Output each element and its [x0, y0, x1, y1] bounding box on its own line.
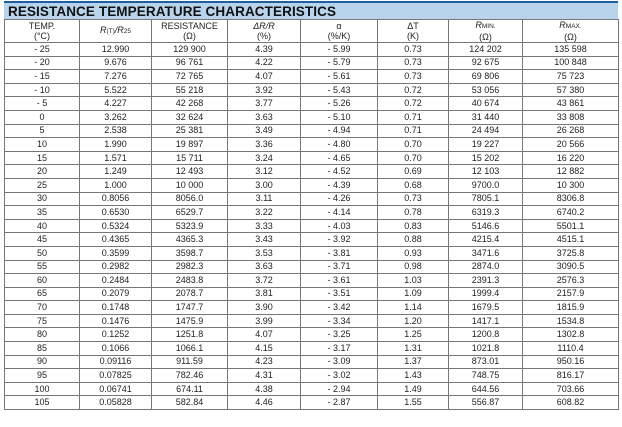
cell-ratio: 1.990 — [80, 138, 152, 152]
header-row — [5, 20, 619, 43]
cell-alpha: - 2.87 — [301, 396, 378, 410]
cell-r-max: 57 380 — [523, 83, 619, 97]
cell-resistance: 5323.9 — [152, 219, 228, 233]
cell-r-max: 816.17 — [523, 369, 619, 383]
rtc-table-frame — [4, 1, 618, 423]
table-row — [5, 342, 619, 356]
cell-r-min: 873.01 — [449, 355, 523, 369]
cell-delta-r: 3.63 — [228, 260, 301, 274]
cell-ratio: 0.09116 — [80, 355, 152, 369]
cell-r-max: 8306.8 — [523, 192, 619, 206]
cell-alpha: - 4.14 — [301, 206, 378, 220]
cell-delta-r: 3.12 — [228, 165, 301, 179]
cell-delta-t: 0.70 — [378, 138, 449, 152]
cell-delta-t: 1.20 — [378, 314, 449, 328]
cell-alpha: - 4.03 — [301, 219, 378, 233]
cell-r-max: 2157.9 — [523, 287, 619, 301]
characteristics-table — [4, 19, 619, 410]
cell-alpha: - 3.34 — [301, 314, 378, 328]
cell-ratio: 0.2982 — [80, 260, 152, 274]
cell-r-min: 6319.3 — [449, 206, 523, 220]
cell-ratio: 1.000 — [80, 178, 152, 192]
header-delta-t-label: ΔT — [407, 21, 419, 31]
cell-ratio: 5.522 — [80, 83, 152, 97]
cell-temp: - 25 — [5, 43, 80, 57]
table-row — [5, 274, 619, 288]
cell-resistance: 4365.3 — [152, 233, 228, 247]
cell-r-max: 1302.8 — [523, 328, 619, 342]
cell-resistance: 1747.7 — [152, 301, 228, 315]
cell-delta-t: 0.98 — [378, 260, 449, 274]
cell-delta-r: 4.22 — [228, 56, 301, 70]
cell-r-max: 4515.1 — [523, 233, 619, 247]
cell-r-min: 3471.6 — [449, 246, 523, 260]
cell-r-max: 5501.1 — [523, 219, 619, 233]
cell-delta-t: 0.69 — [378, 165, 449, 179]
cell-delta-t: 0.72 — [378, 83, 449, 97]
table-row — [5, 396, 619, 410]
cell-delta-r: 3.72 — [228, 274, 301, 288]
table-row — [5, 382, 619, 396]
cell-ratio: 0.2484 — [80, 274, 152, 288]
cell-temp: 55 — [5, 260, 80, 274]
cell-ratio: 0.2079 — [80, 287, 152, 301]
cell-delta-t: 0.70 — [378, 151, 449, 165]
cell-delta-r: 3.33 — [228, 219, 301, 233]
cell-delta-t: 0.78 — [378, 206, 449, 220]
cell-delta-t: 1.55 — [378, 396, 449, 410]
cell-delta-t: 0.83 — [378, 219, 449, 233]
cell-resistance: 15 711 — [152, 151, 228, 165]
cell-temp: 25 — [5, 178, 80, 192]
cell-alpha: - 4.39 — [301, 178, 378, 192]
cell-alpha: - 3.71 — [301, 260, 378, 274]
cell-r-max: 43 861 — [523, 97, 619, 111]
cell-ratio: 0.1748 — [80, 301, 152, 315]
table-row — [5, 314, 619, 328]
header-ratio-slash: /R — [114, 25, 124, 35]
cell-resistance: 72 765 — [152, 70, 228, 84]
header-ratio-sub-t: (T) — [106, 28, 115, 35]
cell-r-min: 5146.6 — [449, 219, 523, 233]
cell-ratio: 0.07825 — [80, 369, 152, 383]
cell-r-min: 556.87 — [449, 396, 523, 410]
header-alpha-label: α — [336, 21, 342, 31]
cell-delta-t: 0.73 — [378, 43, 449, 57]
cell-delta-t: 0.68 — [378, 178, 449, 192]
table-row — [5, 138, 619, 152]
cell-delta-t: 1.03 — [378, 274, 449, 288]
cell-r-max: 1534.8 — [523, 314, 619, 328]
cell-temp: 75 — [5, 314, 80, 328]
cell-delta-t: 1.49 — [378, 382, 449, 396]
cell-delta-t: 1.14 — [378, 301, 449, 315]
cell-temp: 90 — [5, 355, 80, 369]
cell-r-max: 12 882 — [523, 165, 619, 179]
cell-r-max: 135 598 — [523, 43, 619, 57]
table-row — [5, 43, 619, 57]
cell-temp: 95 — [5, 369, 80, 383]
cell-r-max: 608.82 — [523, 396, 619, 410]
cell-ratio: 0.06741 — [80, 382, 152, 396]
cell-delta-t: 0.73 — [378, 70, 449, 84]
cell-r-max: 2576.3 — [523, 274, 619, 288]
cell-ratio: 1.249 — [80, 165, 152, 179]
cell-r-min: 4215.4 — [449, 233, 523, 247]
cell-ratio: 7.276 — [80, 70, 152, 84]
cell-r-min: 24 494 — [449, 124, 523, 138]
cell-r-max: 1110.4 — [523, 342, 619, 356]
header-delta-t-unit: (K) — [407, 31, 419, 41]
header-ratio-sub-25: 25 — [123, 28, 132, 35]
cell-resistance: 782.46 — [152, 369, 228, 383]
cell-resistance: 1475.9 — [152, 314, 228, 328]
cell-delta-r: 3.99 — [228, 314, 301, 328]
cell-r-min: 644.56 — [449, 382, 523, 396]
cell-r-min: 12 103 — [449, 165, 523, 179]
cell-resistance: 96 761 — [152, 56, 228, 70]
cell-delta-t: 1.43 — [378, 369, 449, 383]
cell-temp: 15 — [5, 151, 80, 165]
cell-resistance: 129 900 — [152, 43, 228, 57]
table-row — [5, 328, 619, 342]
header-resistance-label: RESISTANCE — [161, 21, 218, 31]
header-resistance — [152, 20, 228, 43]
cell-temp: 60 — [5, 274, 80, 288]
table-row — [5, 260, 619, 274]
cell-alpha: - 3.02 — [301, 369, 378, 383]
cell-delta-r: 3.53 — [228, 246, 301, 260]
header-delta-t — [378, 20, 449, 43]
cell-delta-r: 3.90 — [228, 301, 301, 315]
cell-r-min: 1200.8 — [449, 328, 523, 342]
cell-resistance: 12 493 — [152, 165, 228, 179]
header-r-max-unit: (Ω) — [564, 32, 577, 42]
cell-delta-r: 3.63 — [228, 110, 301, 124]
header-delta-r — [228, 20, 301, 43]
cell-delta-r: 4.15 — [228, 342, 301, 356]
cell-alpha: - 3.42 — [301, 301, 378, 315]
cell-alpha: - 4.80 — [301, 138, 378, 152]
cell-delta-r: 4.38 — [228, 382, 301, 396]
cell-resistance: 55 218 — [152, 83, 228, 97]
table-row — [5, 56, 619, 70]
table-title: RESISTANCE TEMPERATURE CHARACTERISTICS — [8, 3, 337, 19]
cell-resistance: 2078.7 — [152, 287, 228, 301]
cell-resistance: 3598.7 — [152, 246, 228, 260]
cell-temp: 40 — [5, 219, 80, 233]
cell-r-min: 1417.1 — [449, 314, 523, 328]
cell-delta-t: 1.37 — [378, 355, 449, 369]
cell-temp: 65 — [5, 287, 80, 301]
cell-ratio: 0.5324 — [80, 219, 152, 233]
header-temp-unit: (°C) — [33, 31, 51, 41]
cell-ratio: 9.676 — [80, 56, 152, 70]
cell-resistance: 25 381 — [152, 124, 228, 138]
cell-resistance: 42 268 — [152, 97, 228, 111]
cell-alpha: - 2.94 — [301, 382, 378, 396]
cell-delta-t: 0.73 — [378, 192, 449, 206]
cell-temp: 30 — [5, 192, 80, 206]
cell-ratio: 0.8056 — [80, 192, 152, 206]
cell-delta-r: 3.22 — [228, 206, 301, 220]
header-r-max-sub: MAX. — [565, 23, 582, 30]
cell-alpha: - 3.09 — [301, 355, 378, 369]
cell-delta-r: 3.24 — [228, 151, 301, 165]
cell-temp: - 10 — [5, 83, 80, 97]
table-row — [5, 369, 619, 383]
cell-temp: - 20 — [5, 56, 80, 70]
cell-ratio: 0.6530 — [80, 206, 152, 220]
cell-temp: - 15 — [5, 70, 80, 84]
cell-temp: 45 — [5, 233, 80, 247]
cell-alpha: - 5.99 — [301, 43, 378, 57]
cell-delta-r: 3.43 — [228, 233, 301, 247]
cell-r-min: 53 056 — [449, 83, 523, 97]
table-row — [5, 219, 619, 233]
cell-r-max: 33 808 — [523, 110, 619, 124]
header-ratio — [80, 20, 152, 43]
header-resistance-unit: (Ω) — [183, 31, 196, 41]
cell-delta-r: 4.46 — [228, 396, 301, 410]
cell-temp: 35 — [5, 206, 80, 220]
cell-r-min: 1021.8 — [449, 342, 523, 356]
cell-ratio: 12.990 — [80, 43, 152, 57]
cell-resistance: 1066.1 — [152, 342, 228, 356]
table-row — [5, 124, 619, 138]
cell-r-max: 1815.9 — [523, 301, 619, 315]
cell-delta-t: 0.93 — [378, 246, 449, 260]
cell-r-min: 748.75 — [449, 369, 523, 383]
table-row — [5, 206, 619, 220]
cell-alpha: - 5.61 — [301, 70, 378, 84]
header-temp-label: TEMP. — [28, 21, 56, 31]
cell-alpha: - 4.94 — [301, 124, 378, 138]
header-r-min-sub: MIN. — [481, 23, 496, 30]
cell-r-max: 3090.5 — [523, 260, 619, 274]
cell-delta-r: 3.00 — [228, 178, 301, 192]
cell-ratio: 2.538 — [80, 124, 152, 138]
header-temp — [5, 20, 80, 43]
cell-alpha: - 5.10 — [301, 110, 378, 124]
cell-alpha: - 4.52 — [301, 165, 378, 179]
cell-r-min: 31 440 — [449, 110, 523, 124]
table-row — [5, 178, 619, 192]
cell-alpha: - 3.81 — [301, 246, 378, 260]
cell-resistance: 2483.8 — [152, 274, 228, 288]
cell-r-min: 124 202 — [449, 43, 523, 57]
cell-resistance: 911.59 — [152, 355, 228, 369]
cell-delta-r: 3.92 — [228, 83, 301, 97]
cell-alpha: - 4.26 — [301, 192, 378, 206]
cell-temp: 50 — [5, 246, 80, 260]
cell-delta-t: 0.71 — [378, 110, 449, 124]
cell-alpha: - 3.61 — [301, 274, 378, 288]
header-r-min — [449, 20, 523, 43]
cell-alpha: - 3.51 — [301, 287, 378, 301]
cell-resistance: 1251.8 — [152, 328, 228, 342]
cell-delta-t: 0.71 — [378, 124, 449, 138]
header-r-min-r: R — [475, 20, 482, 30]
cell-resistance: 32 624 — [152, 110, 228, 124]
cell-alpha: - 5.79 — [301, 56, 378, 70]
cell-r-max: 3725.8 — [523, 246, 619, 260]
table-row — [5, 246, 619, 260]
table-row — [5, 70, 619, 84]
cell-r-max: 16 220 — [523, 151, 619, 165]
header-ratio-r: R — [99, 25, 107, 35]
cell-r-max: 26 268 — [523, 124, 619, 138]
cell-r-max: 6740.2 — [523, 206, 619, 220]
table-row — [5, 192, 619, 206]
header-r-max — [523, 20, 619, 43]
cell-r-min: 2874.0 — [449, 260, 523, 274]
cell-r-max: 950.16 — [523, 355, 619, 369]
cell-temp: 105 — [5, 396, 80, 410]
cell-delta-t: 1.25 — [378, 328, 449, 342]
cell-r-min: 9700.0 — [449, 178, 523, 192]
header-delta-r-unit: (%) — [257, 31, 271, 41]
cell-r-min: 2391.3 — [449, 274, 523, 288]
cell-delta-t: 1.31 — [378, 342, 449, 356]
cell-ratio: 0.1252 — [80, 328, 152, 342]
cell-temp: 20 — [5, 165, 80, 179]
cell-delta-r: 3.11 — [228, 192, 301, 206]
cell-r-min: 7805.1 — [449, 192, 523, 206]
cell-r-min: 1999.4 — [449, 287, 523, 301]
header-alpha — [301, 20, 378, 43]
cell-delta-t: 0.72 — [378, 97, 449, 111]
cell-ratio: 0.3599 — [80, 246, 152, 260]
cell-r-max: 10 300 — [523, 178, 619, 192]
header-r-max-r: R — [559, 20, 566, 30]
cell-r-min: 15 202 — [449, 151, 523, 165]
table-row — [5, 287, 619, 301]
cell-ratio: 0.05828 — [80, 396, 152, 410]
cell-r-max: 100 848 — [523, 56, 619, 70]
cell-resistance: 674.11 — [152, 382, 228, 396]
cell-delta-r: 4.07 — [228, 70, 301, 84]
cell-temp: 100 — [5, 382, 80, 396]
cell-alpha: - 3.25 — [301, 328, 378, 342]
cell-resistance: 19 897 — [152, 138, 228, 152]
cell-alpha: - 5.26 — [301, 97, 378, 111]
cell-delta-r: 3.49 — [228, 124, 301, 138]
cell-resistance: 582.84 — [152, 396, 228, 410]
cell-resistance: 6529.7 — [152, 206, 228, 220]
cell-r-max: 703.66 — [523, 382, 619, 396]
cell-temp: 10 — [5, 138, 80, 152]
cell-delta-r: 4.31 — [228, 369, 301, 383]
cell-temp: 85 — [5, 342, 80, 356]
cell-delta-t: 0.88 — [378, 233, 449, 247]
cell-alpha: - 4.65 — [301, 151, 378, 165]
cell-ratio: 1.571 — [80, 151, 152, 165]
cell-r-min: 19 227 — [449, 138, 523, 152]
cell-r-max: 20 566 — [523, 138, 619, 152]
cell-delta-r: 3.77 — [228, 97, 301, 111]
table-row — [5, 165, 619, 179]
table-row — [5, 97, 619, 111]
cell-ratio: 0.1476 — [80, 314, 152, 328]
cell-ratio: 4.227 — [80, 97, 152, 111]
cell-resistance: 8056.0 — [152, 192, 228, 206]
cell-delta-r: 4.07 — [228, 328, 301, 342]
cell-r-min: 92 675 — [449, 56, 523, 70]
table-row — [5, 110, 619, 124]
cell-delta-r: 4.39 — [228, 43, 301, 57]
cell-ratio: 0.4365 — [80, 233, 152, 247]
table-row — [5, 233, 619, 247]
table-row — [5, 301, 619, 315]
header-alpha-unit: (%/K) — [327, 31, 351, 41]
cell-delta-r: 3.36 — [228, 138, 301, 152]
cell-ratio: 3.262 — [80, 110, 152, 124]
cell-temp: - 5 — [5, 97, 80, 111]
table-row — [5, 151, 619, 165]
cell-temp: 80 — [5, 328, 80, 342]
header-r-min-unit: (Ω) — [479, 32, 492, 42]
table-row — [5, 83, 619, 97]
cell-temp: 5 — [5, 124, 80, 138]
table-row — [5, 355, 619, 369]
cell-resistance: 10 000 — [152, 178, 228, 192]
cell-delta-r: 4.23 — [228, 355, 301, 369]
cell-r-min: 69 806 — [449, 70, 523, 84]
cell-temp: 0 — [5, 110, 80, 124]
cell-r-min: 1679.5 — [449, 301, 523, 315]
header-delta-r-label: ΔR/R — [253, 21, 275, 31]
cell-temp: 70 — [5, 301, 80, 315]
cell-alpha: - 5.43 — [301, 83, 378, 97]
cell-delta-t: 1.09 — [378, 287, 449, 301]
cell-r-min: 40 674 — [449, 97, 523, 111]
table-body — [5, 43, 619, 410]
cell-alpha: - 3.92 — [301, 233, 378, 247]
cell-alpha: - 3.17 — [301, 342, 378, 356]
cell-r-max: 75 723 — [523, 70, 619, 84]
cell-resistance: 2982.3 — [152, 260, 228, 274]
title-bar — [4, 1, 618, 19]
cell-delta-t: 0.73 — [378, 56, 449, 70]
cell-delta-r: 3.81 — [228, 287, 301, 301]
cell-ratio: 0.1066 — [80, 342, 152, 356]
